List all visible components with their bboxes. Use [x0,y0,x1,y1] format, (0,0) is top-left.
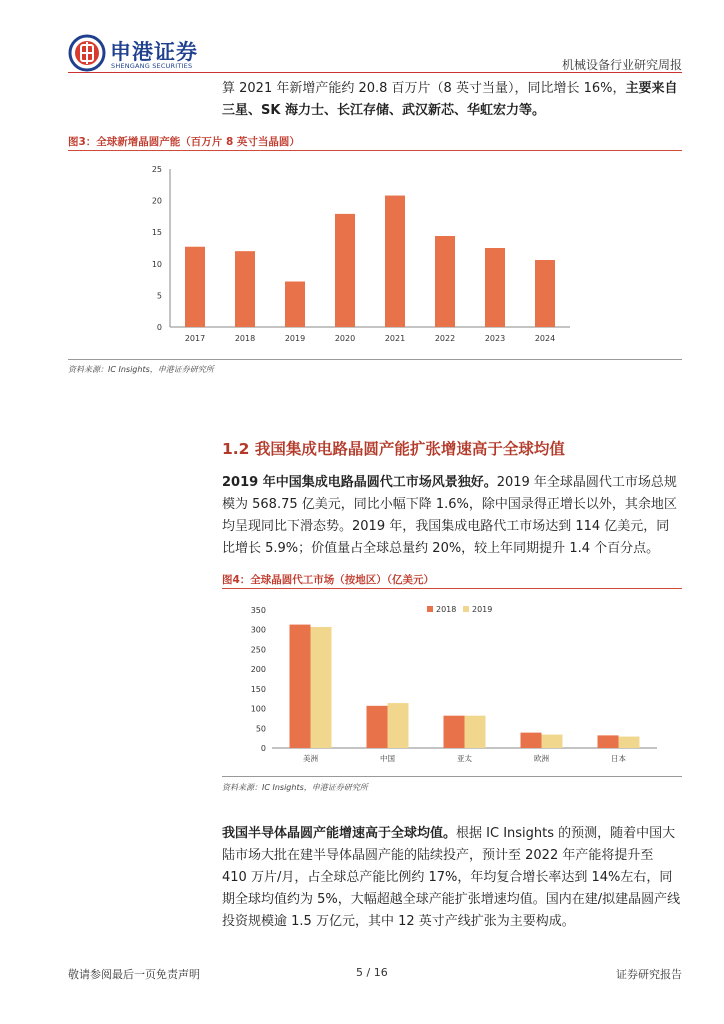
market-bold-text: 2019 年中国集成电路晶圆代工市场风景独好。 [222,475,497,490]
intro-text: 算 2021 年新增产能约 20.8 百万片（8 英寸当量），同比增长 16%， [222,81,626,96]
legend-label: 2018 [436,605,457,614]
y-tick-label: 250 [250,645,266,655]
intro-bold-text: 主要来自三星、SK 海力士、长江存储、武汉新芯、华虹宏力等。 [222,81,678,118]
y-tick-label: 15 [151,228,162,238]
legend-swatch-2018 [427,606,433,612]
bar-2020 [335,214,355,327]
bar-亚太-2019 [465,716,486,748]
x-tick-label: 亚太 [457,754,472,763]
x-tick-label: 2024 [534,334,556,343]
bar-2021 [385,196,405,327]
y-tick-label: 0 [156,323,162,332]
bar-中国-2018 [367,706,388,748]
x-tick-label: 2019 [284,334,306,343]
bar-美洲-2018 [290,625,311,748]
brand-name-en: SHENGANG SECURITIES [111,62,193,70]
intro-paragraph [222,78,682,122]
legend-swatch-2019 [463,606,469,612]
page-number: 5 / 16 [356,966,388,979]
footer-report-type: 证券研究报告 [616,968,682,981]
x-tick-label: 2017 [184,334,206,343]
y-tick-label: 0 [260,744,266,753]
bar-美洲-2019 [311,627,332,748]
footer-disclaimer: 敬请参阅最后一页免责声明 [68,968,200,981]
bar-2017 [185,247,205,327]
bar-欧洲-2018 [521,733,542,748]
x-tick-label: 日本 [611,754,626,763]
figure4-chart [222,598,682,770]
figure3-source: 资料来源：IC Insights，申港证券研究所 [68,365,214,374]
x-tick-label: 2020 [334,334,356,343]
bar-2022 [435,236,455,327]
bar-中国-2019 [388,703,409,748]
y-tick-label: 20 [151,196,162,206]
report-title: 机械设备行业研究周报 [561,58,682,72]
figure3-bottom-rule [68,359,682,360]
logo-icon [68,34,106,72]
y-tick-label: 150 [250,684,266,694]
figure3-title: 图3：全球新增晶圆产能（百万片 8 英寸当晶圆） [68,136,300,148]
x-tick-label: 2018 [234,334,256,343]
figure4-top-rule [222,588,682,589]
y-tick-label: 10 [151,259,162,269]
figure3-chart [130,155,590,355]
x-tick-label: 美洲 [303,754,318,763]
brand-name: 申港证券 [110,40,198,64]
bar-欧洲-2019 [542,735,563,748]
y-tick-label: 50 [255,724,266,734]
capacity-bold-text: 我国半导体晶圆产能增速高于全球均值。 [222,826,457,841]
header-divider [68,72,682,73]
section-heading: 1.2 我国集成电路晶圆产能扩张增速高于全球均值 [222,440,565,458]
x-tick-label: 2022 [434,334,456,343]
figure4-source: 资料来源：IC Insights，申港证券研究所 [222,783,368,792]
bar-2024 [535,260,555,327]
bar-2023 [485,248,505,327]
y-tick-label: 5 [156,291,162,301]
x-tick-label: 中国 [380,754,395,763]
figure4-bottom-rule [222,776,682,777]
capacity-text: 根据 IC Insights 的预测，随着中国大陆市场大批在建半导体晶圆产能的陆续投产，预计至 2022 年产能将提升至 410 万片/月，占全球总产能比例约 17%，年均复合增长率达到 14%左右，同期全球均值约为 5%，大幅超越全球产能扩张增速均值。国内在建/拟建晶圆产线投资规模逾 1.5 万亿元，其中 12 英寸产线扩张为主要构成。 [222,826,681,929]
y-tick-label: 300 [250,625,266,635]
bar-2018 [235,251,255,327]
y-tick-label: 350 [250,606,266,615]
bar-日本-2019 [619,737,640,748]
capacity-paragraph [222,823,682,933]
bar-亚太-2018 [444,716,465,748]
x-tick-label: 欧洲 [534,754,549,763]
figure4-title: 图4：全球晶圆代工市场（按地区）（亿美元） [222,574,435,586]
legend-label: 2019 [472,605,493,614]
bar-日本-2018 [598,735,619,748]
y-tick-label: 25 [151,165,162,174]
x-tick-label: 2023 [484,334,506,343]
bar-2019 [285,281,305,327]
y-tick-label: 200 [250,665,266,675]
x-tick-label: 2021 [384,334,406,343]
market-text: 2019 年全球晶圆代工市场总规模为 568.75 亿美元，同比小幅下降 1.6%，除中国录得正增长以外，其余地区均呈现同比下滑态势。2019 年，我国集成电路代工市场达到 114 亿美元，同比增长 5.9%；价值量占全球总量约 20%，较上年同期提升 1.4 个百分点。 [222,475,677,556]
y-tick-label: 100 [250,704,266,714]
figure3-top-rule [68,150,682,151]
market-paragraph [222,472,682,560]
